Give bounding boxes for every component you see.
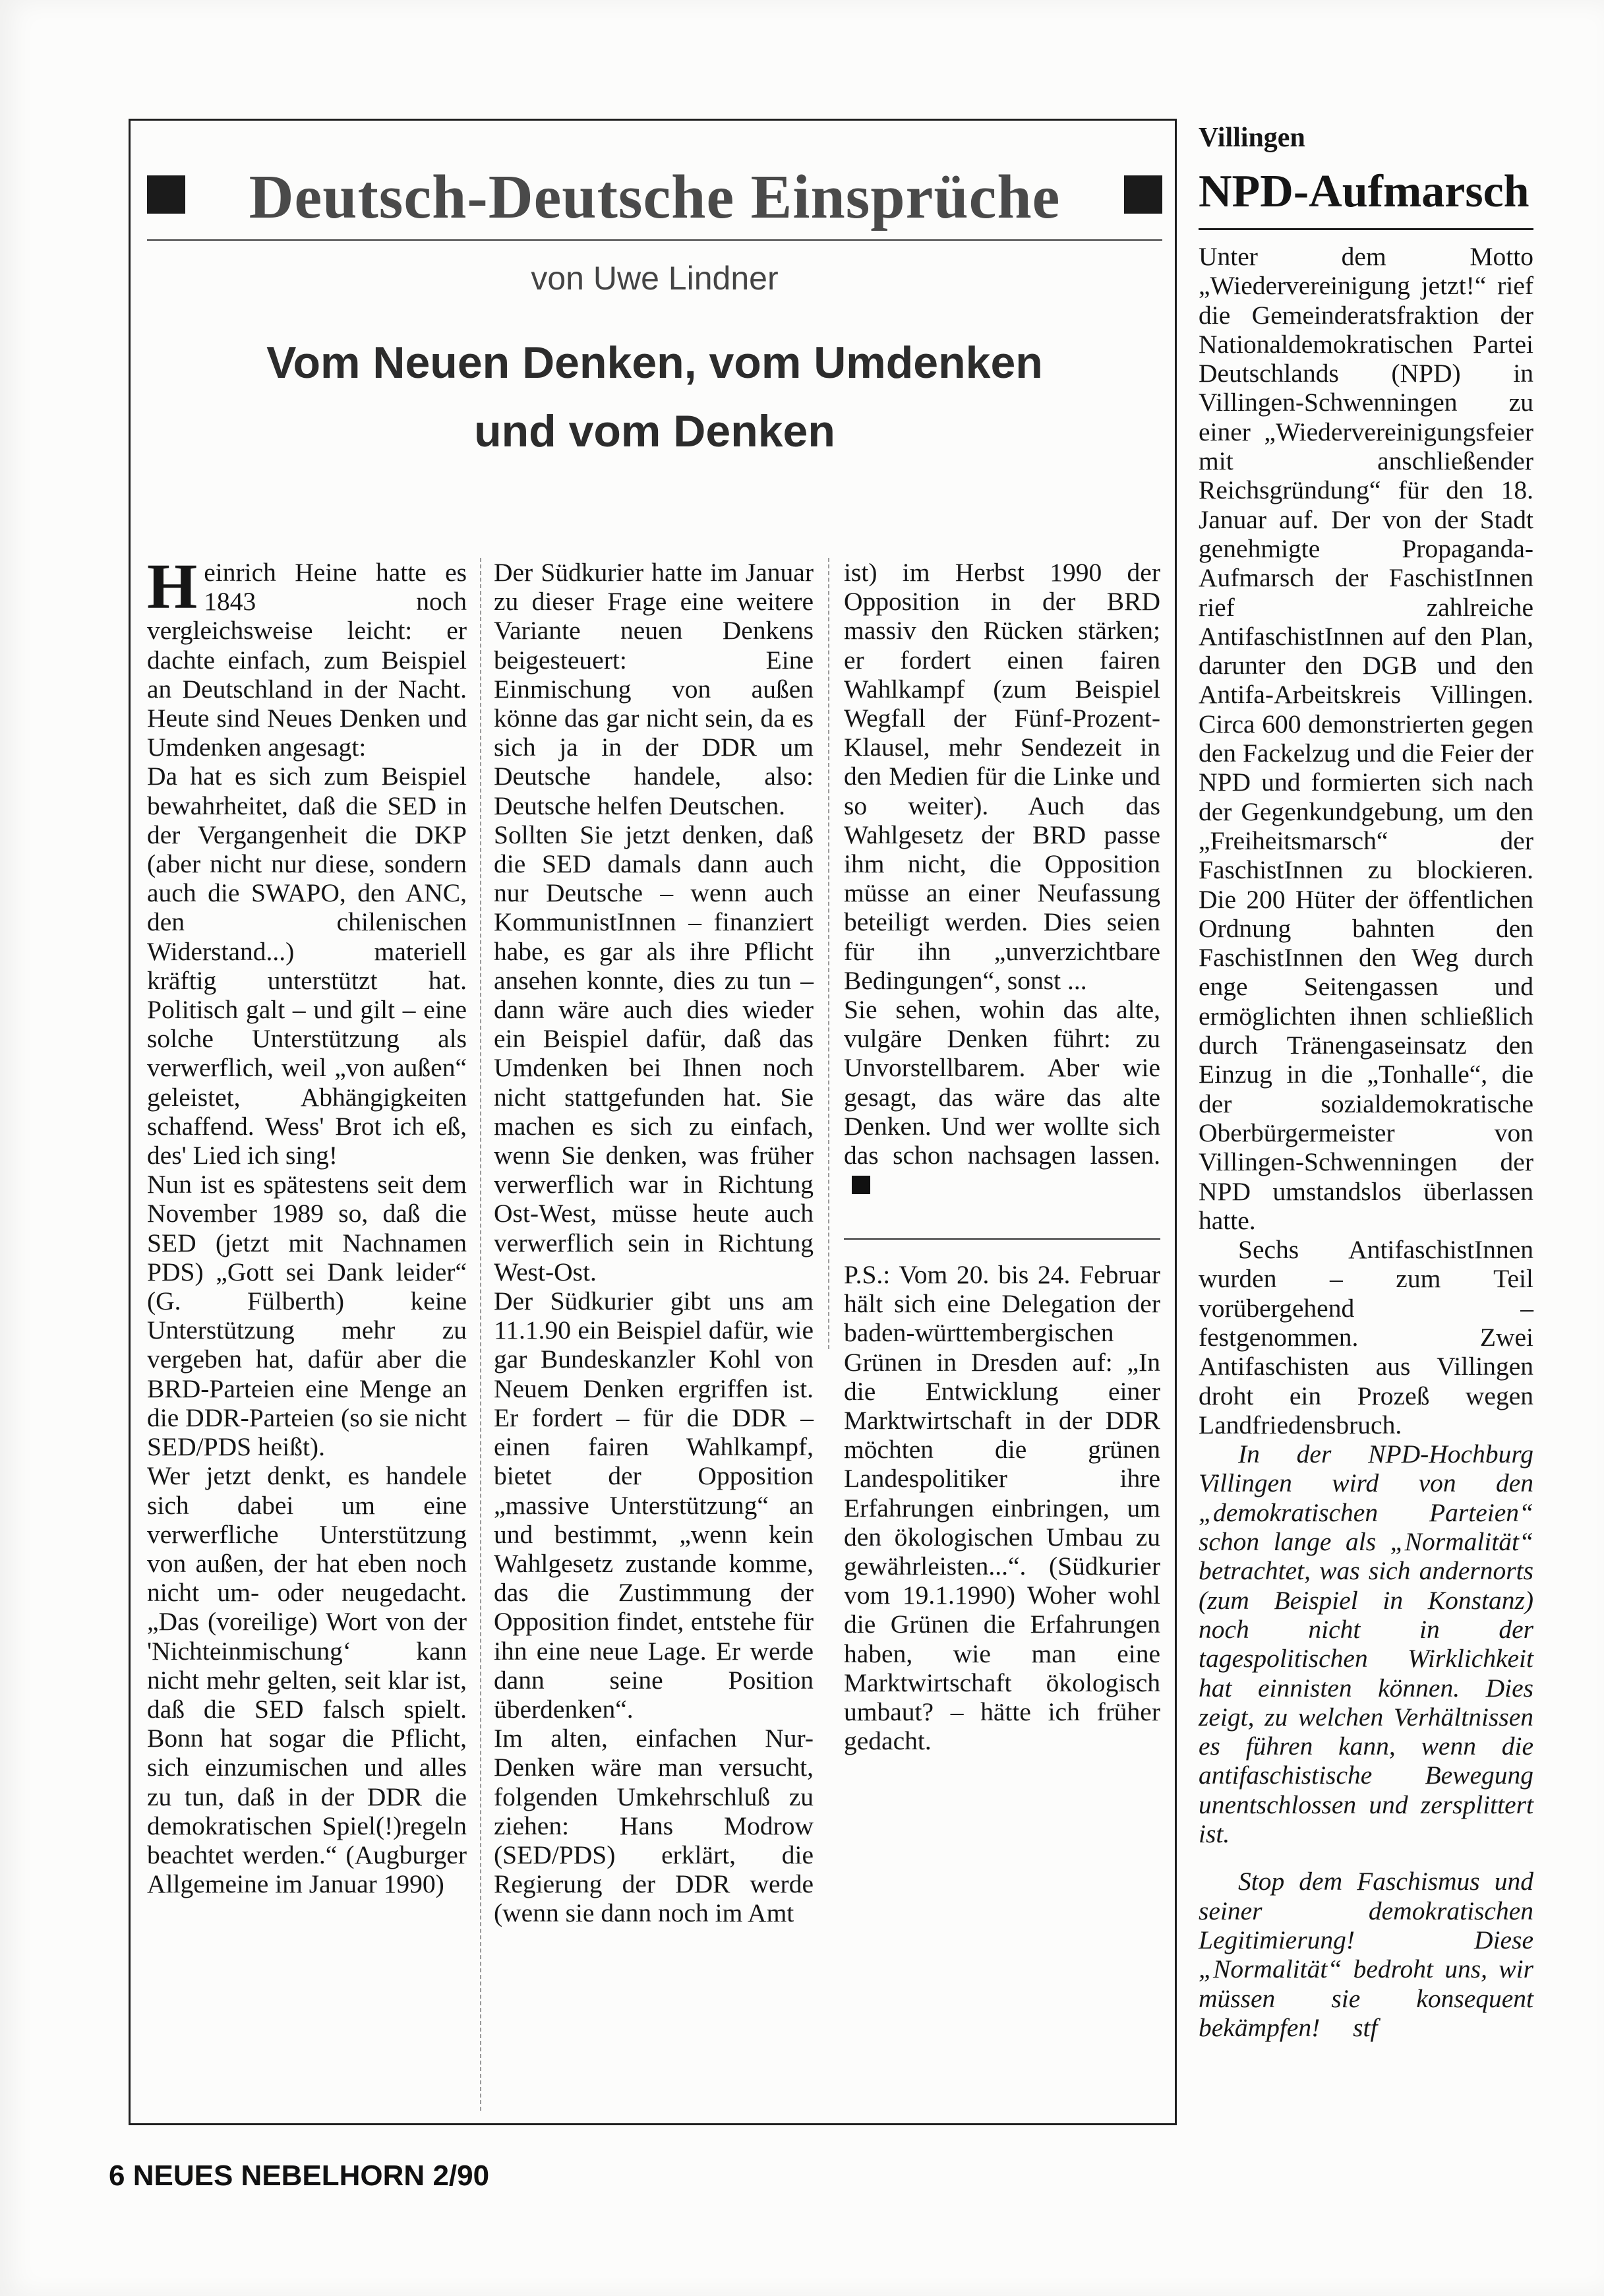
author-byline: von Uwe Lindner bbox=[531, 260, 779, 297]
ps-separator bbox=[844, 1238, 1160, 1240]
headline-bar bbox=[147, 147, 1162, 246]
article-column-2 bbox=[494, 558, 814, 1928]
paragraph: Sie sehen, wohin das alte, vulgäre Denken führt: zu Unvorstellbarem. Aber wie gesagt, das wäre das alte Denken. Und wer wollte sich das schon nachsagen lassen. bbox=[844, 995, 1160, 1199]
paragraph: Sollten Sie jetzt denken, daß die SED damals dann auch nur Deutsche – wenn auch KommunistInnen – finanziert habe, es gar als ihre Pflicht ansehen konnte, dies zu tun – dann wäre auch dies wieder ein Beispiel dafür, daß das Umdenken bei Ihnen noch nicht stattgefunden hat. Sie machen es sich zu einfach, wenn Sie denken, was früher verwerflich war in Richtung Ost-West, müsse heute auch verwerflich sein in Richtung West-Ost. bbox=[494, 820, 814, 1286]
article-title: Deutsch-Deutsche Einsprüche bbox=[249, 163, 1061, 231]
column-divider bbox=[480, 558, 481, 2111]
issue-number: 2/90 bbox=[432, 2160, 490, 2192]
sidebar-rule bbox=[1199, 228, 1533, 230]
paragraph: Der Südkurier gibt uns am 11.1.90 ein Beispiel dafür, wie gar Bundeskanzler Kohl von Neuem Denken ergriffen ist. Er fordert – für die DDR – einen fairen Wahlkampf, bietet der Opposition „massive Unterstützung“ an und bestimmt, „wenn kein Wahlgesetz zustande komme, das die Zustimmung der Opposition findet, entstehe für ihn eine neue Lage. Er werde dann seine Position überdenken“. bbox=[494, 1286, 814, 1724]
paragraph: Sechs AntifaschistInnen wurden – zum Teil vorübergehend – festgenommen. Zwei Antifaschisten aus Villingen droht ein Prozeß wegen Landfriedensbruch. bbox=[1199, 1235, 1533, 1439]
subtitle-line-2: und vom Denken bbox=[474, 406, 835, 456]
sidebar-body bbox=[1199, 242, 1533, 2042]
paragraph: Heinrich Heine hatte es 1843 noch vergleichsweise leicht: er dachte einfach, zum Beispiel an Deutschland in der Nacht. Heute sind Neues Denken und Umdenken angesagt: bbox=[147, 551, 467, 762]
article-column-3 bbox=[844, 558, 1160, 1199]
page-footer bbox=[109, 2160, 489, 2192]
square-ornament-icon bbox=[147, 175, 185, 214]
column-divider bbox=[828, 558, 829, 1349]
drop-cap: H bbox=[147, 551, 198, 622]
paragraph: Im alten, einfachen Nur-Denken wäre man versucht, folgenden Umkehrschluß zu ziehen: Hans Modrow (SED/PDS) erklärt, die Regierung der DDR werde (wenn sie dann noch im Amt bbox=[494, 1724, 814, 1928]
square-ornament-icon bbox=[1124, 175, 1162, 214]
paragraph: Da hat es sich zum Beispiel bewahrheitet, daß die SED in der Vergangenheit die DKP (aber nicht nur diese, sondern auch die SWAPO, den ANC, den chilenischen Widerstand...) materiell kräftig unterstützt hat. Politisch galt – und gilt – eine solche Unterstützung als verwerflich, weil „von außen“ geleistet, Abhängigkeiten schaffend. Wess' Brot ich eß, des' Lied ich sing! bbox=[147, 762, 467, 1170]
paragraph: ist) im Herbst 1990 der Opposition in der BRD massiv den Rücken stärken; er fordert einen fairen Wahlkampf (zum Beispiel Wegfall der Fünf-Prozent-Klausel, mehr Sendezeit in den Medien für die Linke und so weiter). Auch das Wahlgesetz der BRD passe ihm nicht, die Opposition müsse an einer Neufassung beteiligt werden. Dies seien für ihn „unverzichtbare Bedingungen“, sonst ... bbox=[844, 558, 1160, 995]
article-subtitle bbox=[131, 328, 1179, 466]
ps-paragraph: P.S.: Vom 20. bis 24. Februar hält sich eine Delegation der baden-württembergischen Grünen in Dresden auf: „In die Entwicklung einer Marktwirtschaft in der DDR möchten die grünen Landespolitiker ihre Erfahrungen einbringen, um den ökologischen Umbau zu gewährleisten...“. (Südkurier vom 19.1.1990) Woher wohl die Grünen die Erfahrungen haben, wie man eine Marktwirtschaft ökologisch umbaut? – hätte ich früher gedacht. bbox=[844, 1260, 1160, 1756]
paragraph: Wer jetzt denkt, es handele sich dabei um eine verwerfliche Unterstützung von außen, der hat eben noch nicht um- oder neugedacht. „Das (voreilige) Wort von der 'Nichteinmischung‘ kann nicht mehr gelten, seit klar ist, daß die SED falsch spielt. Bonn hat sogar die Pflicht, sich einzumischen und alles zu tun, daß in der DDR die demokratischen Spiel(!)regeln beachtet werden.“ (Augburger Allgemeine im Januar 1990) bbox=[147, 1461, 467, 1899]
title-rule bbox=[147, 239, 1162, 241]
page-number: 6 bbox=[109, 2160, 125, 2192]
paragraph: Der Südkurier hatte im Januar zu dieser Frage eine weitere Variante neuen Denkens beigesteuert: Eine Einmischung von außen könne das gar nicht sein, da es sich ja in der DDR um Deutsche handele, also: Deutsche helfen Deutschen. bbox=[494, 558, 814, 820]
italic-paragraph: In der NPD-Hochburg Villingen wird von den „demokratischen Parteien“ schon lange als „Normalität“ betrachtet, was sich andernorts (zum Beispiel in Konstanz) noch nicht in der tagespolitischen Wirklichkeit hat einnisten können. Dies zeigt, zu welchen Verhältnissen es führen kann, wenn die antifaschistische Bewegung unentschlossen und zersplittert ist. bbox=[1199, 1439, 1533, 1849]
sidebar-location: Villingen bbox=[1199, 123, 1305, 153]
sidebar-article bbox=[1199, 119, 1533, 2042]
paragraph: Unter dem Motto „Wiedervereinigung jetzt!“ rief die Gemeinderatsfraktion der Nationaldemokratischen Partei Deutschlands (NPD) in Villingen-Schwenningen zu einer „Wiedervereinigungsfeier mit anschließender Reichsgründung“ für den 18. Januar auf. Der von der Stadt genehmigte Propaganda-Aufmarsch der FaschistInnen rief zahlreiche AntifaschistInnen auf den Plan, darunter den DGB und den Antifa-Arbeitskreis Villingen. Circa 600 demonstrierten gegen den Fackelzug und die Feier der NPD und formierten sich nach der Gegenkundgebung, um den „Freiheitsmarsch“ der FaschistInnen zu blockieren. Die 200 Hüter der öffentlichen Ordnung bahnten den FaschistInnen den Weg durch enge Seitengassen und ermöglichten ihnen schließlich durch Tränengaseinsatz den Einzug in die „Tonhalle“, die der sozialdemokratische Oberbürgermeister von Villingen-Schwenningen der NPD umstandslos überlassen hatte. bbox=[1199, 242, 1533, 1235]
article-box bbox=[129, 119, 1177, 2125]
end-mark-icon bbox=[852, 1176, 870, 1194]
article-column-1 bbox=[147, 551, 467, 1899]
subtitle-line-1: Vom Neuen Denken, vom Umdenken bbox=[266, 338, 1043, 388]
signature: stf bbox=[1353, 2012, 1378, 2042]
publication-name: NEUES NEBELHORN bbox=[133, 2160, 425, 2192]
sidebar-title: NPD-Aufmarsch bbox=[1199, 166, 1530, 217]
postscript bbox=[844, 1260, 1160, 1755]
italic-paragraph: Stop dem Faschismus und seiner demokratischen Legitimierung! Diese „Normalität“ bedroht uns, wir müssen sie konsequent bekämpfen! stf bbox=[1199, 1867, 1533, 2042]
paragraph: Nun ist es spätestens seit dem November 1989 so, daß die SED (jetzt mit Nachnamen PDS) „Gott sei Dank leider“ (G. Fülberth) keine Unterstützung mehr zu vergeben hat, dafür aber die BRD-Parteien eine Menge an die DDR-Parteien (so sie nicht SED/PDS heißt). bbox=[147, 1170, 467, 1462]
